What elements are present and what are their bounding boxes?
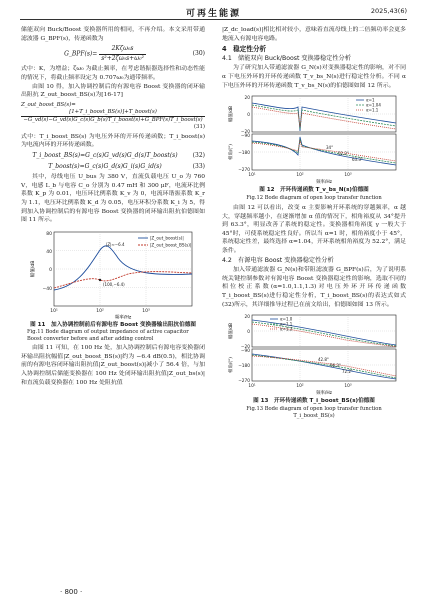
legend-item: |Z_out_boost(s)| — [150, 235, 184, 241]
y-tick: 0 — [247, 330, 250, 336]
annotation: 63.3° — [352, 157, 363, 163]
y-tick: −20 — [240, 345, 250, 351]
section-heading: 4 稳定性分析 — [222, 45, 267, 54]
x-axis-label: 频率/Hz — [114, 315, 132, 320]
equation-30 — [21, 45, 205, 63]
journal-title: 可再生能源 — [185, 9, 241, 19]
figure-12-caption-en: Fig.12 Bode diagram of open loop transfer function — [246, 194, 382, 201]
y-tick: −180 — [238, 364, 250, 370]
y-tick: 0 — [49, 267, 52, 273]
annotation: 34° — [326, 145, 334, 151]
left-column — [21, 26, 205, 387]
paragraph: |Z_dc_load(s)|相比相对较小，意味着直流母线上的二倍频功率会更多地流入有源电容电路。 — [222, 27, 406, 42]
eq-fraction — [21, 109, 205, 124]
annotation: 52.2° — [338, 151, 349, 157]
legend-item: |Z_out_boost_BS(s)| — [150, 242, 192, 248]
eq-lhs: G_BPF(s)= — [64, 50, 98, 58]
marker-100hz — [99, 278, 101, 280]
eq-numerator: [1+T_i_boost_BS(s)]+T_boost(s) — [21, 109, 205, 117]
x-tick: 10³ — [344, 173, 352, 179]
legend-item: α=1.1 — [280, 321, 293, 327]
eq-lhs: Z_out_boost_BS(s)= — [21, 101, 76, 108]
paragraph: 为了研究加入带通滤波器 G_N(s)对变换器稳定性的影响，对不同 α 下电压外环的开环传递函数 T_v_bs_N(s)进行稳定性分析。不同 α 下电压外环的开环传递函数 T_v_bs_N(s)的伯德图如图 12 所示。 — [222, 65, 406, 89]
x-tick: 10² — [96, 308, 104, 314]
legend-item: α=1.0 — [280, 316, 293, 322]
eq-denominator: −G_vd(s)−G_vd(s)G_c(s)G_b(s)T_i_boost(s)+G_BPF(s)T_i_boost(s) — [23, 116, 203, 123]
figure-11-caption-en: Fig.11 Bode diagram of output impedance of active capacitor Boost converter before and after adding control — [27, 329, 189, 342]
equation-number: (31) — [193, 123, 205, 130]
equation-number: (33) — [192, 162, 205, 170]
paragraph: 加入带通滤波器 G_N(s)和带阻滤波器 G_BPF(s)后，为了说明系统关键控制参数对有源电容 Boost 变换器稳定性的影响，选取不同的相位校正系数(α=1.0,1.1,1.3)对电压外环开环传递函数 T_i_boost_BS(s)进行稳定性分析，T_i_boost_BS(s)的表达式如式(32)所示，其详细推导过程已在前文给出，伯德图如图 13 所示。 — [222, 267, 406, 308]
y-tick: −20 — [240, 130, 250, 136]
eq-body: T_boost(s)=G_c(s)G_d(s)G_i(s)G_id(s) — [48, 162, 162, 170]
legend-item: α=1.04 — [366, 102, 381, 108]
paragraph: 式中：T_i_boost_BS(s) 为电压外环的开环传递函数；T_i_boost(s)为电流内环的开环传递函数。 — [21, 133, 205, 149]
subsection-heading: 4.2 有源电容 Boost 变换器稳定性分析 — [222, 256, 334, 264]
figure-13-plot — [226, 312, 402, 396]
figure-13-caption-en-2: T_i_boost_BS(s) — [293, 412, 335, 419]
eq-fraction — [99, 45, 146, 63]
legend-item: α=1 — [366, 97, 375, 103]
y-tick: −270 — [238, 379, 250, 385]
y-tick: −180 — [238, 151, 250, 157]
page-header — [20, 6, 407, 20]
annotation: 56.3° — [330, 363, 341, 369]
annotation: |Z|≈−6.4 — [106, 241, 125, 247]
equation-number: (30) — [192, 49, 205, 57]
paragraph: 由图 10 得，加入协调控制后的有源电容 Boost 变换器的闭环输出阻抗 Z_out_boost_BS(s)为[16-17] — [21, 83, 205, 99]
figure-11-plot — [28, 228, 198, 320]
y-axis-label: 幅值/dB — [31, 260, 36, 278]
paragraph: 由图 12 可以看出，改变 α 主要影响开环系统的穿越频率，α 越大，穿越频率越小，在逐渐增加 α 值的情况下，相角裕度从 34°提升到 63.3°，明显改善了系统的稳定性。变换器相角裕度 γ 一般大于 45°时，可使系统稳定性良好。所以当 α=1 时，相角裕度小于 45°，系统稳定性差，最终选择 α=1.04，开环系统相角裕度为 52.2°，满足条件。 — [222, 204, 406, 254]
y-axis-label: 幅值/dB — [229, 106, 234, 123]
figure-13 — [226, 312, 402, 396]
y-tick: 20 — [244, 96, 250, 102]
eq-numerator: 2Kζω₀s — [99, 45, 146, 55]
figure-11-caption: 图 11 加入协调控制前后有源电容 Boost 变换器输出阻抗伯德图 — [30, 321, 196, 328]
issue-info: 2025,43(6) — [370, 7, 407, 15]
y-axis-label: 相角/(°) — [229, 357, 234, 374]
y-tick: 20 — [244, 315, 250, 321]
annotation: (100,−6.4) — [103, 281, 125, 287]
annotation: 42.8° — [318, 357, 329, 363]
paragraph: 储能双向 Buck/Boost 变换器所用的相同，不再介绍。本文采用带通滤波器 G_BPF(s)，传递函数为 — [21, 27, 205, 42]
paragraph: 式中：K，为增益；ζω₀ 为截止频率，在考虑谐振器选择性和动态性能的情况下，将截止频率设定为 0.707ω₀为通带频率。 — [21, 66, 205, 81]
annotation: 72.2° — [342, 369, 353, 375]
eq-body: T_i_boost_BS(s)=G_c(s)G_vd(s)G_d(s)T_boost(s) — [32, 151, 178, 159]
subsection-heading: 4.1 储能双向 Buck/Boost 变换器稳定性分析 — [222, 54, 351, 62]
x-tick: 10¹ — [50, 308, 58, 314]
equation-number: (32) — [192, 151, 205, 159]
x-tick: 10¹ — [248, 384, 256, 390]
y-tick: −40 — [42, 286, 52, 292]
legend-item: α=1.3 — [280, 326, 293, 332]
equation-31 — [21, 102, 205, 131]
right-column — [222, 26, 406, 420]
y-tick: −270 — [238, 168, 250, 174]
x-tick: 10¹ — [248, 173, 256, 179]
figure-12 — [226, 93, 402, 185]
x-axis-label: 频率/Hz — [316, 180, 332, 186]
x-tick: 10³ — [142, 308, 150, 314]
figure-12-plot — [226, 93, 402, 185]
paragraph: 由图 11 可知，在 100 Hz 处，加入协调控制后有源电容变换器闭环输出阻抗幅值|Z_out_boost_BS(s)|约为 −6.4 dB(0.5)，相比协调前的有源电容闭环输出阻抗值|Z_out_boost(s)|减小了 56.4 倍，与加入协调控制后储能变换器在 100 Hz 处闭环输出阻抗值|Z_out_bs(s)|和直流负载变换器在 100 Hz 处阻抗值 — [21, 345, 205, 386]
y-tick: 40 — [46, 249, 52, 255]
equation-33 — [21, 163, 205, 172]
x-tick: 10³ — [344, 384, 352, 390]
x-tick: 10² — [296, 173, 304, 179]
equation-32 — [21, 152, 205, 161]
y-tick: 0 — [247, 113, 250, 119]
y-tick: −90 — [240, 134, 250, 140]
figure-11 — [28, 228, 198, 320]
y-axis-label: 幅值/dB — [229, 323, 234, 340]
figure-12-caption: 图 12 开环传递函数 T_v_bs_N(s)伯德图 — [259, 187, 369, 194]
y-tick: 80 — [46, 231, 52, 237]
x-tick: 10² — [296, 384, 304, 390]
y-tick: −90 — [240, 349, 250, 355]
x-axis-label: 频率/Hz — [316, 391, 332, 397]
figure-13-caption: 图 13 开环传递函数 T_i_boost_BS(s)伯德图 — [253, 398, 375, 405]
paragraph: 其中，母线电压 U_bus 为 380 V，直流负载电压 U_o 为 760 V，电感 L_b 与电容 C_o 分别为 0.47 mH 和 300 μF，电流环比例系数 K_p 为 0.01，电压环比例系数 K_v 为 0，电流环谐振系数 K_r 为 1.1，电压环比例系数 K_d 为 0.05，电压环积分系数 K_i 为 5，得到加入协调控制后的有源电容 Boost 变换器的闭环输出阻抗伯德图如图 11 所示。 — [21, 174, 205, 224]
figure-13-caption-en: Fig.13 Bode diagram of open loop transfer function — [246, 405, 382, 412]
legend-item: α=1.1 — [366, 107, 379, 113]
eq-denominator: s²+2ζω₀s+ω₀² — [101, 54, 144, 62]
page-number: · 800 · — [60, 588, 83, 596]
y-axis-label: 相角/(°) — [229, 144, 234, 161]
